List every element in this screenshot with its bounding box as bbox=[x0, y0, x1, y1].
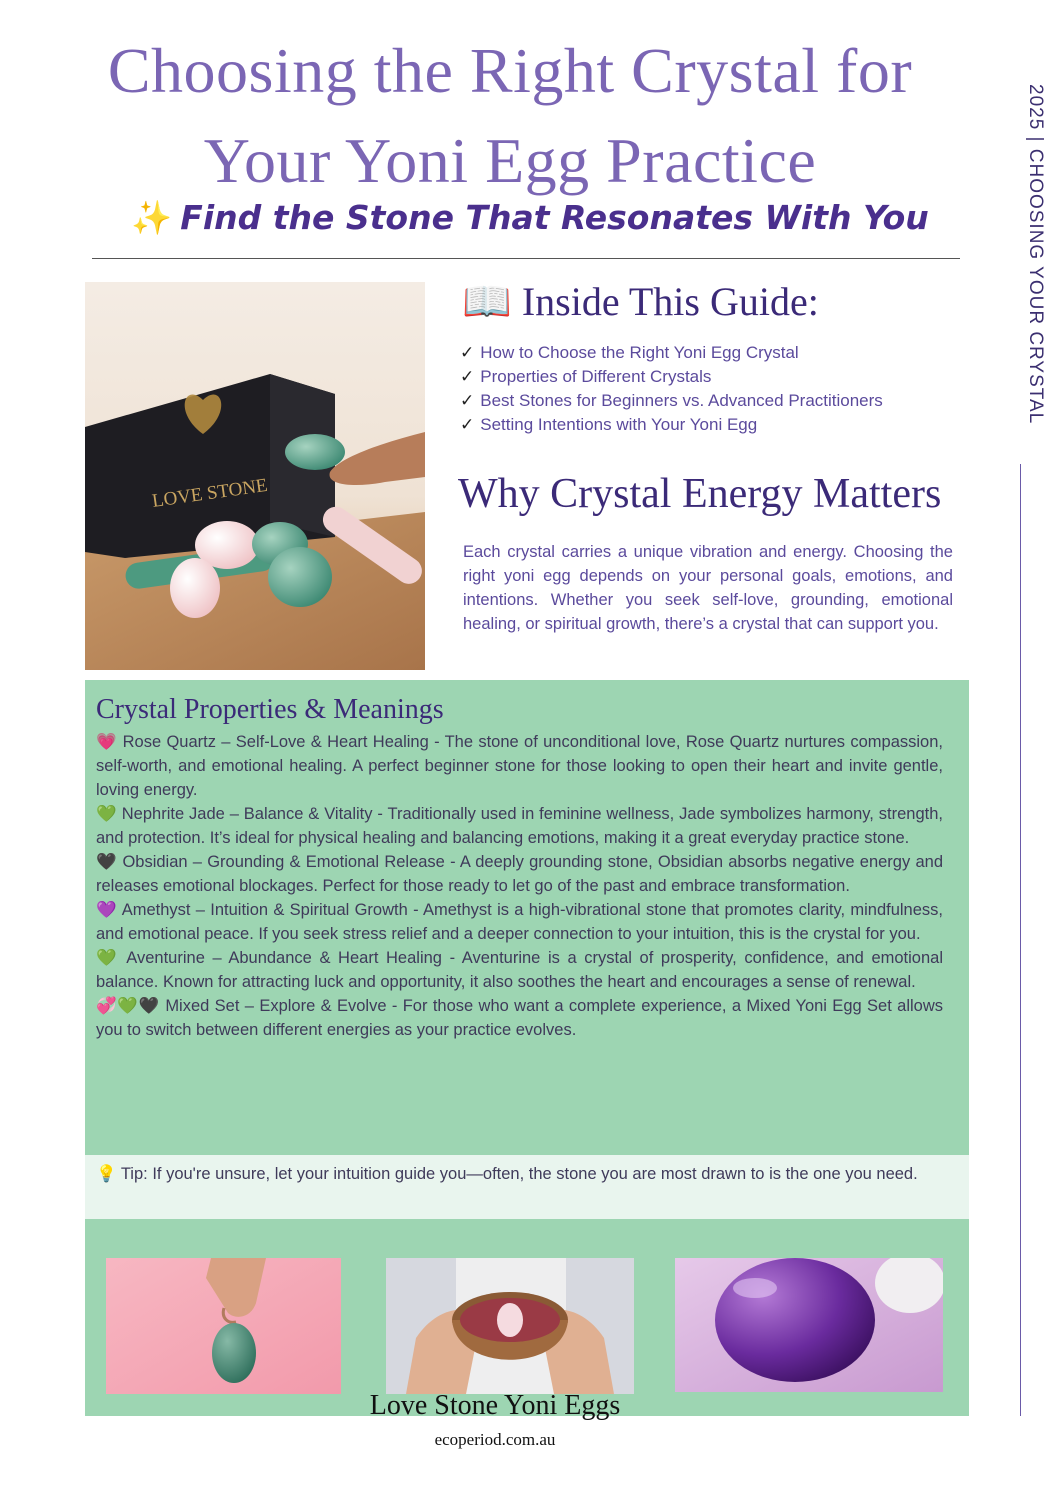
purple-heart-icon: 💜 bbox=[96, 901, 118, 919]
box-logo-text: LOVE STONE bbox=[150, 474, 269, 512]
title-divider bbox=[92, 258, 960, 259]
property-item: 💜 Amethyst – Intuition & Spiritual Growth - Amethyst is a high-vibrational stone that promotes clarity, mindfulness, and emotional peace. If you seek stress relief and a deeper connection to your intuition, this is the crystal for you. bbox=[96, 901, 943, 943]
guide-heading-text: Inside This Guide: bbox=[521, 279, 819, 324]
website-link[interactable]: ecoperiod.com.au bbox=[434, 1430, 556, 1449]
subtitle-text: Find the Stone That Resonates With You bbox=[180, 198, 929, 237]
black-heart-icon: 🖤 bbox=[96, 853, 118, 871]
tip-text: 💡 Tip: If you're unsure, let your intuition guide you—often, the stone you are most drawn to is the one you need. bbox=[96, 1165, 918, 1183]
checkmark-icon: ✓ bbox=[460, 367, 475, 386]
guide-list bbox=[460, 341, 883, 437]
properties-heading: Crystal Properties & Meanings bbox=[96, 694, 444, 725]
property-item: 💚 Aventurine – Abundance & Heart Healing - Aventurine is a crystal of prosperity, confidence, and emotional balance. Known for attracting luck and opportunity, it also soothes the heart and encourages a sense of renewal. bbox=[96, 949, 944, 991]
property-item: 🖤 Obsidian – Grounding & Emotional Release - A deeply grounding stone, Obsidian absorbs negative energy and releases emotional blockages. Perfect for those ready to let go of the past and embrace transformation. bbox=[96, 853, 943, 895]
properties-list bbox=[96, 730, 943, 1042]
green-heart-icon: 💚 bbox=[96, 949, 120, 967]
guide-item: ✓ Properties of Different Crystals bbox=[460, 367, 712, 386]
pink-heart-icon: 💗 bbox=[96, 733, 118, 751]
crystal-box-photo bbox=[85, 282, 425, 670]
guide-item: ✓ How to Choose the Right Yoni Egg Crystal bbox=[460, 343, 799, 362]
open-book-icon: 📖 bbox=[462, 279, 512, 324]
page-subtitle bbox=[0, 198, 1060, 238]
sparkles-icon: ✨ bbox=[131, 198, 173, 237]
mixed-hearts-icon: 💞💚🖤 bbox=[96, 997, 160, 1015]
sidebar-divider bbox=[1020, 464, 1021, 1416]
checkmark-icon: ✓ bbox=[460, 415, 475, 434]
property-item: 💚 Nephrite Jade – Balance & Vitality - Traditionally used in feminine wellness, Jade symbolizes harmony, strength, and protection. It’s ideal for physical healing and balancing emotions, making it a great everyday practice stone. bbox=[96, 805, 943, 847]
bowl-with-egg-photo bbox=[386, 1258, 634, 1394]
guide-item: ✓ Setting Intentions with Your Yoni Egg bbox=[460, 415, 758, 434]
why-heading: Why Crystal Energy Matters bbox=[458, 471, 942, 517]
property-item: 💗 Rose Quartz – Self-Love & Heart Healing - The stone of unconditional love, Rose Quartz nurtures compassion, self-worth, and emotional healing. A perfect beginner stone for those looking to open their heart and invite gentle, loving energy. bbox=[96, 733, 943, 799]
checkmark-icon: ✓ bbox=[460, 391, 475, 410]
why-body: Each crystal carries a unique vibration and energy. Choosing the right yoni egg depends on your personal goals, emotions, and intentions. Whether you seek self-love, grounding, emotional healing, or spiritual growth, there’s a crystal that can support you. bbox=[463, 543, 953, 633]
guide-heading bbox=[462, 278, 819, 325]
hand-holding-jade-egg-photo bbox=[106, 1258, 341, 1394]
guide-item: ✓ Best Stones for Beginners vs. Advanced Practitioners bbox=[460, 391, 883, 410]
checkmark-icon: ✓ bbox=[460, 343, 475, 362]
brand-name: Love Stone Yoni Eggs bbox=[369, 1390, 621, 1421]
property-item: 💞💚🖤 Mixed Set – Explore & Evolve - For those who want a complete experience, a Mixed Yoni Egg Set allows you to switch between different energies as your practice evolves. bbox=[96, 997, 943, 1039]
title-line-1: Choosing the Right Crystal for bbox=[107, 35, 913, 106]
amethyst-egg-photo bbox=[675, 1258, 943, 1392]
green-heart-icon: 💚 bbox=[96, 805, 117, 823]
light-bulb-icon: 💡 bbox=[96, 1165, 117, 1183]
sidebar-label: 2025 | CHOOSING YOUR CRYSTAL bbox=[1025, 84, 1046, 425]
title-line-2: Your Yoni Egg Practice bbox=[203, 125, 817, 196]
page-title bbox=[0, 26, 1020, 206]
